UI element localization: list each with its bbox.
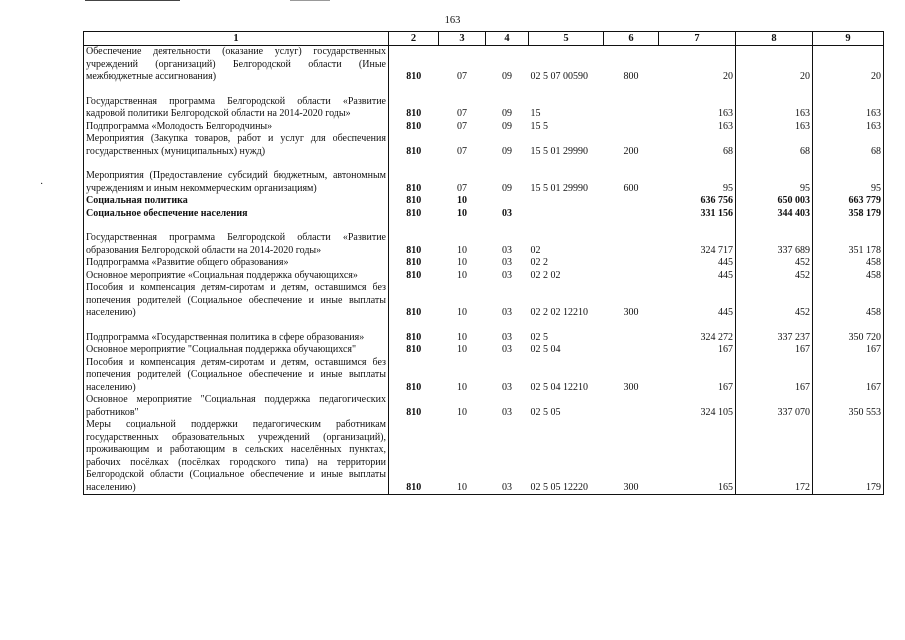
row-description: Основное мероприятие "Социальная поддержка педагогических работников" [84, 394, 389, 419]
column-header: 7 [659, 32, 736, 46]
row-code: 810 [406, 307, 422, 318]
gap-cell [439, 220, 486, 232]
row-expense-type: 800 [623, 71, 639, 82]
row-expense-type [604, 96, 659, 121]
row-code: 810 [406, 182, 422, 194]
gap-cell [529, 220, 604, 232]
row-subsection [486, 195, 529, 208]
row-section: 07 [457, 108, 467, 119]
row-description: Подпрограмма «Государственная политика в сфере образования» [84, 332, 389, 345]
row-subsection: 03 [502, 257, 512, 268]
table-row [84, 419, 884, 495]
top-rule [85, 0, 180, 1]
column-header: 5 [529, 32, 604, 46]
gap-cell [736, 158, 813, 170]
row-subsection: 03 [502, 307, 512, 318]
row-section: 07 [457, 120, 467, 132]
row-amount-2018: 163 [659, 121, 736, 134]
row-amount-2019: 337 689 [736, 232, 813, 257]
row-section: 10 [457, 381, 467, 393]
row-expense-type: 200 [623, 145, 639, 157]
gap-cell [659, 320, 736, 332]
table-row [84, 195, 884, 208]
row-subsection: 03 [502, 381, 512, 393]
table-row [84, 121, 884, 134]
row-amount-2019: 167 [736, 344, 813, 357]
row-description: Обеспечение деятельности (оказание услуг) государственных учреждений (организаций) Белгородской области (Иные межбюджетные ассигнования) [84, 46, 389, 84]
row-amount-2020: 350 720 [813, 332, 884, 345]
row-expense-type [604, 344, 659, 357]
row-description: Мероприятия (Предоставление субсидий бюджетным, автономным учреждениям и иным некоммерческим организациям) [84, 170, 389, 195]
row-section: 10 [457, 344, 467, 355]
gap-cell [813, 220, 884, 232]
table-row [84, 344, 884, 357]
table-row [84, 357, 884, 395]
row-description: Основное мероприятие «Социальная поддержка обучающихся» [84, 270, 389, 283]
row-target-article: 15 5 01 29990 [530, 182, 588, 194]
row-amount-2020: 95 [813, 170, 884, 195]
gap-cell [604, 84, 659, 96]
row-target-article: 02 5 05 [530, 406, 561, 418]
gap-cell [659, 84, 736, 96]
gap-cell [736, 220, 813, 232]
row-subsection: 03 [502, 244, 512, 256]
row-code: 810 [406, 269, 422, 281]
column-header: 4 [486, 32, 529, 46]
row-description: Пособия и компенсация детям-сиротам и детям, оставшимся без попечения родителей (Социальное обеспечение и иные выплаты населению) [84, 357, 389, 395]
row-section: 10 [457, 307, 467, 318]
row-target-article: 02 5 07 00590 [530, 71, 588, 82]
column-header: 1 [84, 32, 389, 46]
column-header: 9 [813, 32, 884, 46]
row-target-article: 15 [530, 108, 541, 119]
row-description: Социальное обеспечение населения [84, 208, 389, 221]
row-amount-2020: 458 [813, 257, 884, 270]
row-subsection: 09 [502, 145, 512, 157]
gap-cell [84, 84, 389, 96]
row-subsection: 03 [502, 331, 512, 343]
row-amount-2020: 179 [813, 419, 884, 495]
gap-cell [736, 320, 813, 332]
row-amount-2018: 68 [659, 133, 736, 158]
row-amount-2018: 167 [659, 357, 736, 395]
gap-cell [659, 158, 736, 170]
row-amount-2020: 663 779 [813, 195, 884, 208]
gap-cell [659, 220, 736, 232]
table-row [84, 96, 884, 121]
row-target-article: 02 2 [530, 257, 548, 268]
row-amount-2019: 344 403 [736, 208, 813, 221]
row-gap [84, 158, 884, 170]
gap-cell [604, 320, 659, 332]
row-description: Государственная программа Белгородской области «Развитие кадровой политики Белгородской области на 2014-2020 годы» [84, 96, 389, 121]
gap-cell [604, 220, 659, 232]
gap-cell [439, 84, 486, 96]
row-amount-2018: 445 [659, 257, 736, 270]
table-row [84, 133, 884, 158]
row-target-article: 15 5 [530, 120, 548, 132]
row-code: 810 [406, 257, 422, 268]
row-subsection: 09 [502, 182, 512, 194]
column-header: 8 [736, 32, 813, 46]
gap-cell [84, 220, 389, 232]
row-code: 810 [406, 207, 422, 219]
table-body [84, 46, 884, 495]
row-amount-2020: 167 [813, 344, 884, 357]
row-expense-type [604, 195, 659, 208]
row-target-article: 02 5 04 [530, 344, 561, 355]
row-subsection: 03 [502, 344, 512, 355]
row-amount-2020: 351 178 [813, 232, 884, 257]
row-amount-2019: 95 [736, 170, 813, 195]
gap-cell [736, 84, 813, 96]
gap-cell [529, 84, 604, 96]
row-expense-type [604, 394, 659, 419]
table-row [84, 232, 884, 257]
row-expense-type: 600 [623, 182, 639, 194]
table-row [84, 208, 884, 221]
row-expense-type [604, 332, 659, 345]
column-header: 2 [389, 32, 439, 46]
row-subsection: 03 [502, 269, 512, 281]
row-amount-2020: 20 [813, 46, 884, 84]
row-subsection: 09 [502, 108, 512, 119]
row-amount-2019: 650 003 [736, 195, 813, 208]
table-row [84, 257, 884, 270]
row-amount-2020: 458 [813, 270, 884, 283]
row-amount-2020: 350 553 [813, 394, 884, 419]
gap-cell [439, 158, 486, 170]
row-amount-2019: 163 [736, 121, 813, 134]
row-section: 07 [457, 145, 467, 157]
row-amount-2020: 163 [813, 121, 884, 134]
table-row [84, 332, 884, 345]
row-amount-2018: 95 [659, 170, 736, 195]
row-subsection: 03 [486, 419, 529, 495]
row-target-article: 02 5 [530, 331, 548, 343]
row-code: 810 [406, 406, 422, 418]
row-subsection: 03 [502, 207, 512, 219]
row-amount-2019: 452 [736, 282, 813, 320]
row-gap [84, 320, 884, 332]
row-section: 10 [457, 269, 467, 281]
row-expense-type [604, 208, 659, 221]
gap-cell [84, 320, 389, 332]
row-expense-type [604, 270, 659, 283]
row-code: 810 [406, 145, 422, 157]
row-amount-2020: 167 [813, 357, 884, 395]
scan-mark: · [40, 179, 44, 190]
row-target-article [529, 195, 604, 208]
gap-cell [389, 84, 439, 96]
row-amount-2020: 458 [813, 282, 884, 320]
row-code: 810 [406, 195, 422, 206]
top-rule [290, 0, 330, 1]
row-section: 10 [457, 331, 467, 343]
row-amount-2020: 358 179 [813, 208, 884, 221]
row-expense-type [604, 257, 659, 270]
row-description: Мероприятия (Закупка товаров, работ и услуг для обеспечения государственных (муниципальных) нужд) [84, 133, 389, 158]
row-subsection: 09 [502, 120, 512, 132]
row-expense-type [604, 121, 659, 134]
row-subsection: 03 [502, 406, 512, 418]
row-amount-2020: 68 [813, 133, 884, 158]
row-amount-2018: 331 156 [659, 208, 736, 221]
row-section: 10 [457, 257, 467, 268]
gap-cell [529, 158, 604, 170]
row-section: 07 [457, 182, 467, 194]
row-amount-2018: 163 [659, 96, 736, 121]
row-amount-2018: 324 105 [659, 394, 736, 419]
row-amount-2018: 167 [659, 344, 736, 357]
row-target-article [529, 208, 604, 221]
row-amount-2019: 68 [736, 133, 813, 158]
row-section: 10 [457, 195, 467, 206]
gap-cell [529, 320, 604, 332]
table-row [84, 270, 884, 283]
row-description: Меры социальной поддержки педагогическим работникам государственных образовательных учреждений (организаций), проживающим и работающим в сельских населённых пунктах, рабочих посёлках (посёлках городского типа) на территории Белгородской области (Социальное обеспечение и иные выплаты населению) [84, 419, 389, 495]
row-gap [84, 84, 884, 96]
row-code: 810 [406, 344, 422, 355]
row-code: 810 [406, 244, 422, 256]
row-target-article: 02 2 02 12210 [530, 307, 588, 318]
row-target-article: 02 5 05 12220 [529, 419, 604, 495]
row-amount-2018: 445 [659, 282, 736, 320]
gap-cell [84, 158, 389, 170]
row-description: Основное мероприятие "Социальная поддержка обучающихся" [84, 344, 389, 357]
table-row [84, 170, 884, 195]
page-number: 163 [444, 15, 461, 26]
row-amount-2019: 20 [736, 46, 813, 84]
row-description: Пособия и компенсация детям-сиротам и детям, оставшимся без попечения родителей (Социальное обеспечение и иные выплаты населению) [84, 282, 389, 320]
row-amount-2018: 20 [659, 46, 736, 84]
row-section: 10 [457, 406, 467, 418]
row-expense-type: 300 [604, 419, 659, 495]
gap-cell [604, 158, 659, 170]
row-section: 10 [457, 207, 467, 219]
gap-cell [813, 320, 884, 332]
budget-table [83, 31, 884, 495]
row-amount-2019: 337 070 [736, 394, 813, 419]
row-description: Подпрограмма «Развитие общего образования» [84, 257, 389, 270]
gap-cell [439, 320, 486, 332]
row-amount-2019: 167 [736, 357, 813, 395]
row-description: Социальная политика [84, 195, 389, 208]
row-amount-2018: 636 756 [659, 195, 736, 208]
row-amount-2018: 324 272 [659, 332, 736, 345]
column-header: 6 [604, 32, 659, 46]
row-amount-2019: 452 [736, 270, 813, 283]
gap-cell [486, 84, 529, 96]
row-target-article: 02 2 02 [530, 269, 561, 281]
row-amount-2018: 165 [659, 419, 736, 495]
table-header-row [84, 32, 884, 46]
row-target-article: 02 [530, 244, 541, 256]
row-code: 810 [406, 331, 422, 343]
gap-cell [486, 158, 529, 170]
table-row [84, 46, 884, 84]
row-expense-type [604, 232, 659, 257]
row-subsection: 09 [502, 71, 512, 82]
column-header: 3 [439, 32, 486, 46]
row-amount-2019: 172 [736, 419, 813, 495]
row-amount-2019: 163 [736, 96, 813, 121]
table-row [84, 282, 884, 320]
row-section: 10 [439, 419, 486, 495]
row-code: 810 [406, 381, 422, 393]
gap-cell [389, 158, 439, 170]
row-amount-2018: 324 717 [659, 232, 736, 257]
row-code: 810 [406, 108, 422, 119]
row-description: Государственная программа Белгородской области «Развитие образования Белгородской области на 2014-2020 годы» [84, 232, 389, 257]
row-target-article: 15 5 01 29990 [530, 145, 588, 157]
gap-cell [486, 220, 529, 232]
row-description: Подпрограмма «Молодость Белгородчины» [84, 121, 389, 134]
row-code: 810 [406, 71, 422, 82]
row-amount-2018: 445 [659, 270, 736, 283]
row-expense-type: 300 [623, 381, 639, 393]
row-code: 810 [389, 419, 439, 495]
gap-cell [389, 220, 439, 232]
row-section: 07 [457, 71, 467, 82]
row-section: 10 [457, 244, 467, 256]
row-gap [84, 220, 884, 232]
row-amount-2019: 337 237 [736, 332, 813, 345]
row-amount-2019: 452 [736, 257, 813, 270]
row-amount-2020: 163 [813, 96, 884, 121]
gap-cell [486, 320, 529, 332]
row-code: 810 [406, 120, 422, 132]
gap-cell [389, 320, 439, 332]
row-expense-type: 300 [623, 307, 639, 318]
row-target-article: 02 5 04 12210 [530, 381, 588, 393]
gap-cell [813, 158, 884, 170]
table-row [84, 394, 884, 419]
gap-cell [813, 84, 884, 96]
